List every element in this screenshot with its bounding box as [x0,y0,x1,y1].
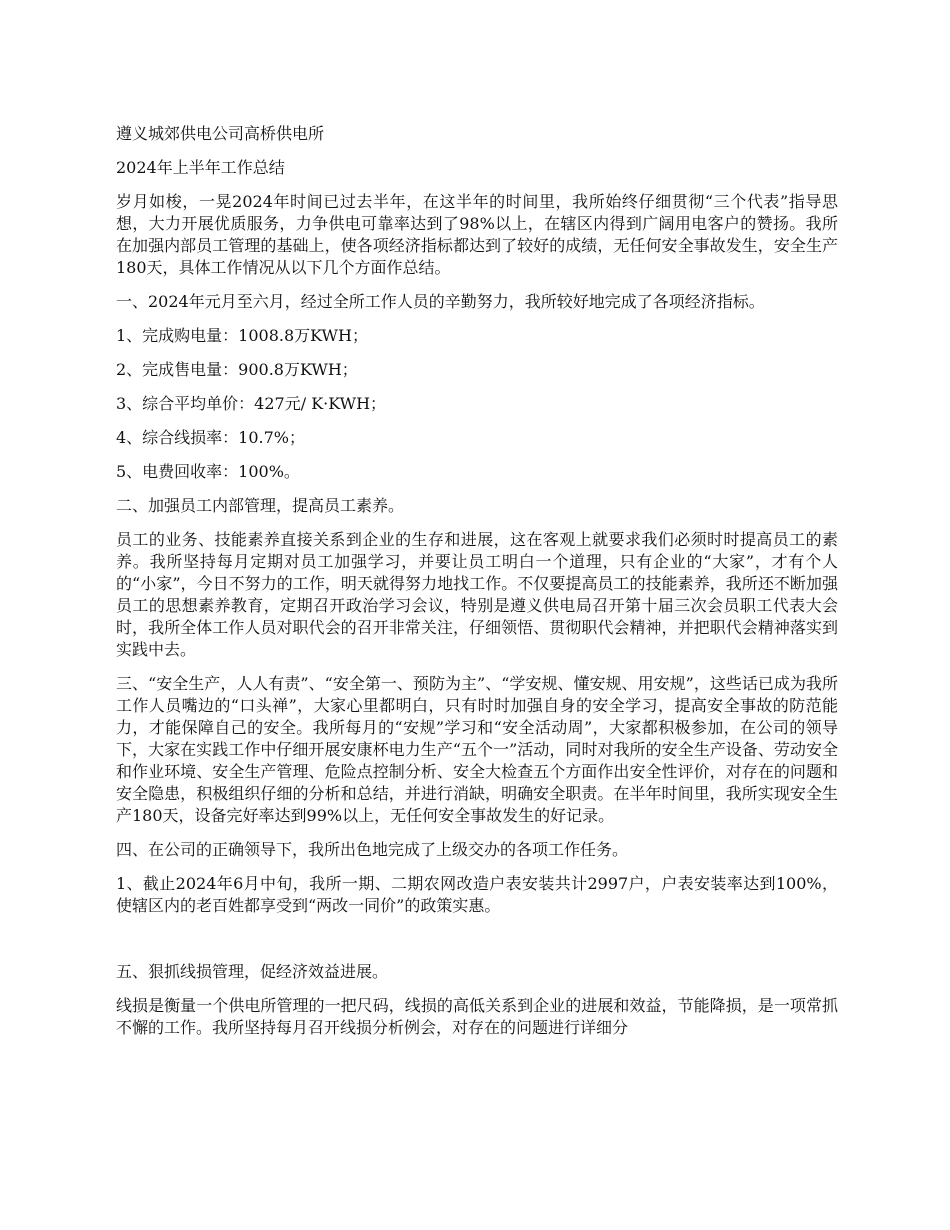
section4-heading: 四、在公司的正确领导下，我所出色地完成了上级交办的各项工作任务。 [116,840,629,859]
section3-paragraph: 三、“安全生产，人人有责”、“安全第一、预防为主”、“学安规、懂安规、用安规”，这些话已成为我所工作人员嘴边的“口头禅”，大家心里都明白，只有时时加强自身的安全学习，提高安全事故的防范能力，才能保障自己的安全。我所每月的“安规”学习和“安全活动周”，大家都积极参加，在公司的领导下，大家在实践工作中仔细开展安康杯电力生产“五个一”活动，同时对我所的安全生产设备、劳动安全和作业环境、安全生产管理、危险点控制分析、安全大检查五个方面作出安全性评价，对存在的问题和安全隐患，积极组织仔细的分析和总结，并进行消缺，明确安全职责。在半年时间里，我所实现安全生产180天，设备完好率达到99%以上，无任何安全事故发生的好记录。 [116,674,838,825]
intro-paragraph: 岁月如梭，一晃2024年时间已过去半年，在这半年的时间里，我所始终仔细贯彻“三个代表”指导思想，大力开展优质服务，力争供电可靠率达到了98%以上，在辖区内得到广阔用电客户的赞扬。我所在加强内部员工管理的基础上，使各项经济指标都达到了较好的成绩，无任何安全事故发生，安全生产180天，具体工作情况从以下几个方面作总结。 [116,192,838,277]
document-body [116,123,838,1051]
section2-heading: 二、加强员工内部管理，提高员工素养。 [116,496,405,515]
blank-line [116,929,838,961]
section5-paragraph: 线损是衡量一个供电所管理的一把尺码，线损的高低关系到企业的进展和效益，节能降损，是一项常抓不懈的工作。我所坚持每月召开线损分析例会，对存在的问题进行详细分 [116,996,838,1037]
section1-item-4: 4、综合线损率：10.7%； [116,428,306,447]
section1-item-5: 5、电费回收率：100%。 [116,462,300,481]
section4-item-1: 1、截止2024年6月中旬，我所一期、二期农网改造户表安装共计2997户，户表安装率达到100%，使辖区内的老百姓都享受到“两改一同价”的政策实惠。 [116,874,838,915]
section1-heading: 一、2024年元月至六月，经过全所工作人员的辛勤努力，我所较好地完成了各项经济指标。 [116,292,765,311]
document-subtitle: 2024年上半年工作总结 [116,158,285,177]
section1-item-2: 2、完成售电量：900.8万KWH； [116,360,358,379]
section1-item-1: 1、完成购电量：1008.8万KWH； [116,326,368,345]
section1-item-3: 3、综合平均单价：427元/ K·KWH； [116,394,387,413]
document-title: 遵义城郊供电公司高桥供电所 [116,124,325,143]
section5-heading: 五、狠抓线损管理，促经济效益进展。 [116,962,389,981]
section2-paragraph: 员工的业务、技能素养直接关系到企业的生存和进展，这在客观上就要求我们必须时时提高员工的素养。我所坚持每月定期对员工加强学习，并要让员工明白一个道理，只有企业的“大家”，才有个人的“小家”，今日不努力的工作，明天就得努力地找工作。不仅要提高员工的技能素养，我所还不断加强员工的思想素养教育，定期召开政治学习会议，特别是遵义供电局召开第十届三次会员职工代表大会时，我所全体工作人员对职代会的召开非常关注，仔细领悟、贯彻职代会精神，并把职代会精神落实到实践中去。 [116,530,838,659]
